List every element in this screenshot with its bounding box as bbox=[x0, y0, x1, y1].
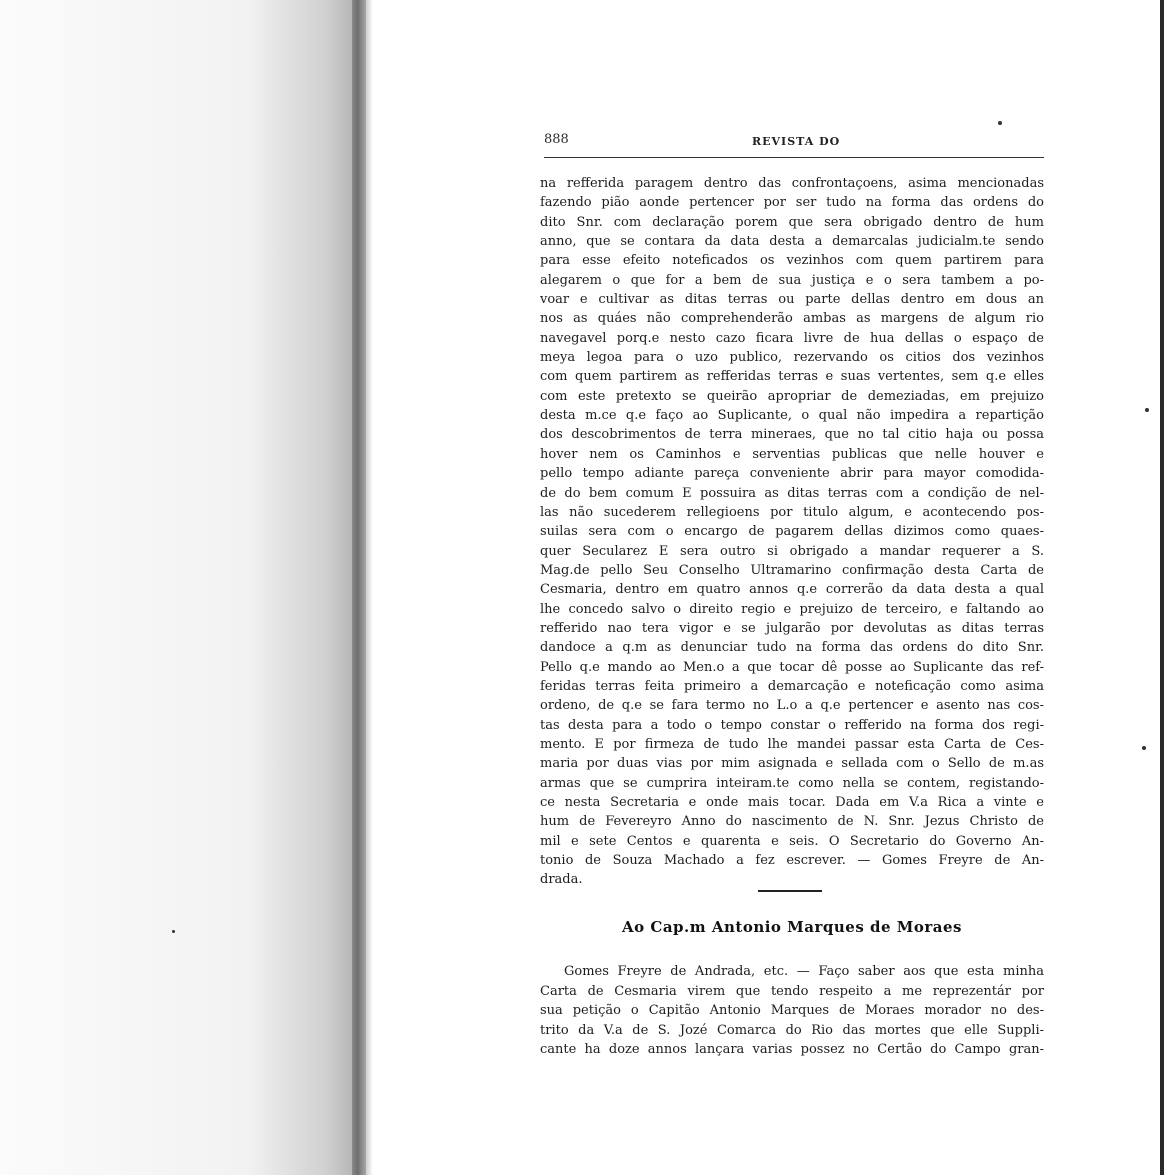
text-line: com quem partirem as refferidas terras e suas vertentes, sem q.e elles bbox=[540, 369, 1044, 385]
text-line: dito Snr. com declaração porem que sera obrigado dentro de hum bbox=[540, 214, 1044, 230]
text-line: Carta de Cesmaria virem que tendo respeito a me reprezentár por bbox=[540, 983, 1044, 999]
text-line: na refferida paragem dentro das confrontaçoens, asima mencionadas bbox=[540, 176, 1044, 191]
second-document-paragraph bbox=[540, 962, 1044, 1060]
text-line: hover nem os Caminhos e serventias publicas que nelle houver e bbox=[540, 446, 1044, 462]
scan-speck bbox=[1145, 408, 1149, 412]
section-title: Ao Cap.m Antonio Marques de Moraes bbox=[622, 918, 962, 936]
text-line: nos as quáes não comprehenderão ambas as margens de algum rio bbox=[540, 311, 1044, 327]
scan-speck bbox=[172, 930, 175, 933]
document-body bbox=[540, 174, 1044, 890]
text-line: hum de Fevereyro Anno do nascimento de N. Snr. Jezus Christo de bbox=[540, 814, 1044, 830]
text-line: pello tempo adiante pareça conveniente abrir para mayor comodida- bbox=[540, 466, 1044, 482]
text-line: suilas sera com o encargo de pagarem dellas dizimos como quaes- bbox=[540, 524, 1044, 540]
text-line: las não sucederem rellegioens por titulo algum, e acontecendo pos- bbox=[540, 504, 1044, 520]
text-line: lhe concedo salvo o direito regio e prejuizo de terceiro, e faltando ao bbox=[540, 601, 1044, 617]
text-line: anno, que se contara da data desta a demarcalas judicialm.te sendo bbox=[540, 234, 1044, 250]
page-inner-edge bbox=[366, 0, 372, 1175]
text-line: armas que se cumprira inteiram.te como nella se contem, registando- bbox=[540, 775, 1044, 791]
text-line: mil e sete Centos e quarenta e seis. O Secretario do Governo An- bbox=[540, 833, 1044, 849]
text-line: drada. bbox=[540, 872, 583, 888]
text-line: Pello q.e mando ao Men.o a que tocar dê posse ao Suplicante das ref- bbox=[540, 659, 1044, 675]
section-separator bbox=[758, 890, 822, 892]
text-line: mento. E por firmeza de tudo lhe mandei passar esta Carta de Ces- bbox=[540, 736, 1044, 752]
page-number: 888 bbox=[544, 132, 569, 147]
text-line: trito da V.a de S. Jozé Comarca do Rio das mortes que elle Suppli- bbox=[540, 1022, 1044, 1038]
text-line: voar e cultivar as ditas terras ou parte dellas dentro em dous an bbox=[540, 292, 1044, 308]
scan-speck bbox=[998, 121, 1002, 125]
text-line: desta m.ce q.e faço ao Suplicante, o qual não impedira a repartição bbox=[540, 408, 1044, 424]
scan-speck bbox=[1142, 746, 1146, 750]
text-line: Mag.de pello Seu Conselho Ultramarino confirmação desta Carta de bbox=[540, 562, 1044, 578]
header-rule bbox=[544, 157, 1044, 158]
text-line: com este pretexto se queirão apropriar de demeziadas, em prejuizo bbox=[540, 388, 1044, 404]
text-line: dos descobrimentos de terra mineraes, que no tal citio haja ou possa bbox=[540, 427, 1044, 443]
facing-page-blank bbox=[0, 0, 354, 1175]
text-line: dandoce a q.m as denunciar tudo na forma das ordens do dito Snr. bbox=[540, 640, 1044, 656]
scan-border bbox=[1160, 0, 1164, 1175]
text-line: ordeno, de q.e se fara termo no L.o a q.e pertencer e asento nas cos- bbox=[540, 698, 1044, 714]
text-line: navegavel porq.e nesto cazo ficara livre de hua dellas o espaço de bbox=[540, 330, 1044, 346]
text-line: maria por duas vias por mim asignada e sellada com o Sello de m.as bbox=[540, 756, 1044, 772]
text-line: ce nesta Secretaria e onde mais tocar. Dada em V.a Rica a vinte e bbox=[540, 795, 1044, 810]
text-line: Gomes Freyre de Andrada, etc. — Faço saber aos que esta minha bbox=[564, 964, 1044, 979]
text-line: cante ha doze annos lançara varias possez no Certão do Campo gran- bbox=[540, 1042, 1044, 1058]
text-line: Cesmaria, dentro em quatro annos q.e correrão da data desta a qual bbox=[540, 582, 1044, 598]
text-line: feridas terras feita primeiro a demarcação e noteficação como asima bbox=[540, 678, 1044, 694]
book-spine-shadow bbox=[352, 0, 366, 1175]
text-line: fazendo pião aonde pertencer por ser tudo na forma das ordens do bbox=[540, 195, 1044, 211]
text-line: tas desta para a todo o tempo constar o refferido na forma dos regi- bbox=[540, 717, 1044, 733]
text-line: quer Secularez E sera outro si obrigado a mandar requerer a S. bbox=[540, 543, 1044, 559]
text-line: tonio de Souza Machado a fez escrever. — Gomes Freyre de An- bbox=[540, 853, 1044, 869]
running-title: REVISTA DO bbox=[752, 135, 841, 148]
text-line: de do bem comum E possuira as ditas terras com a condição de nel- bbox=[540, 485, 1044, 501]
text-line: refferido nao tera vigor e se julgarão por devolutas as ditas terras bbox=[540, 620, 1044, 636]
text-line: alegarem o que for a bem de sua justiça e o sera tambem a po- bbox=[540, 272, 1044, 288]
text-line: sua petição o Capitão Antonio Marques de Moraes morador no des- bbox=[540, 1003, 1044, 1019]
text-line: meya legoa para o uzo publico, rezervando os citios dos vezinhos bbox=[540, 350, 1044, 366]
page-header bbox=[544, 132, 1044, 156]
text-line: para esse efeito noteficados os vezinhos com quem partirem para bbox=[540, 253, 1044, 269]
